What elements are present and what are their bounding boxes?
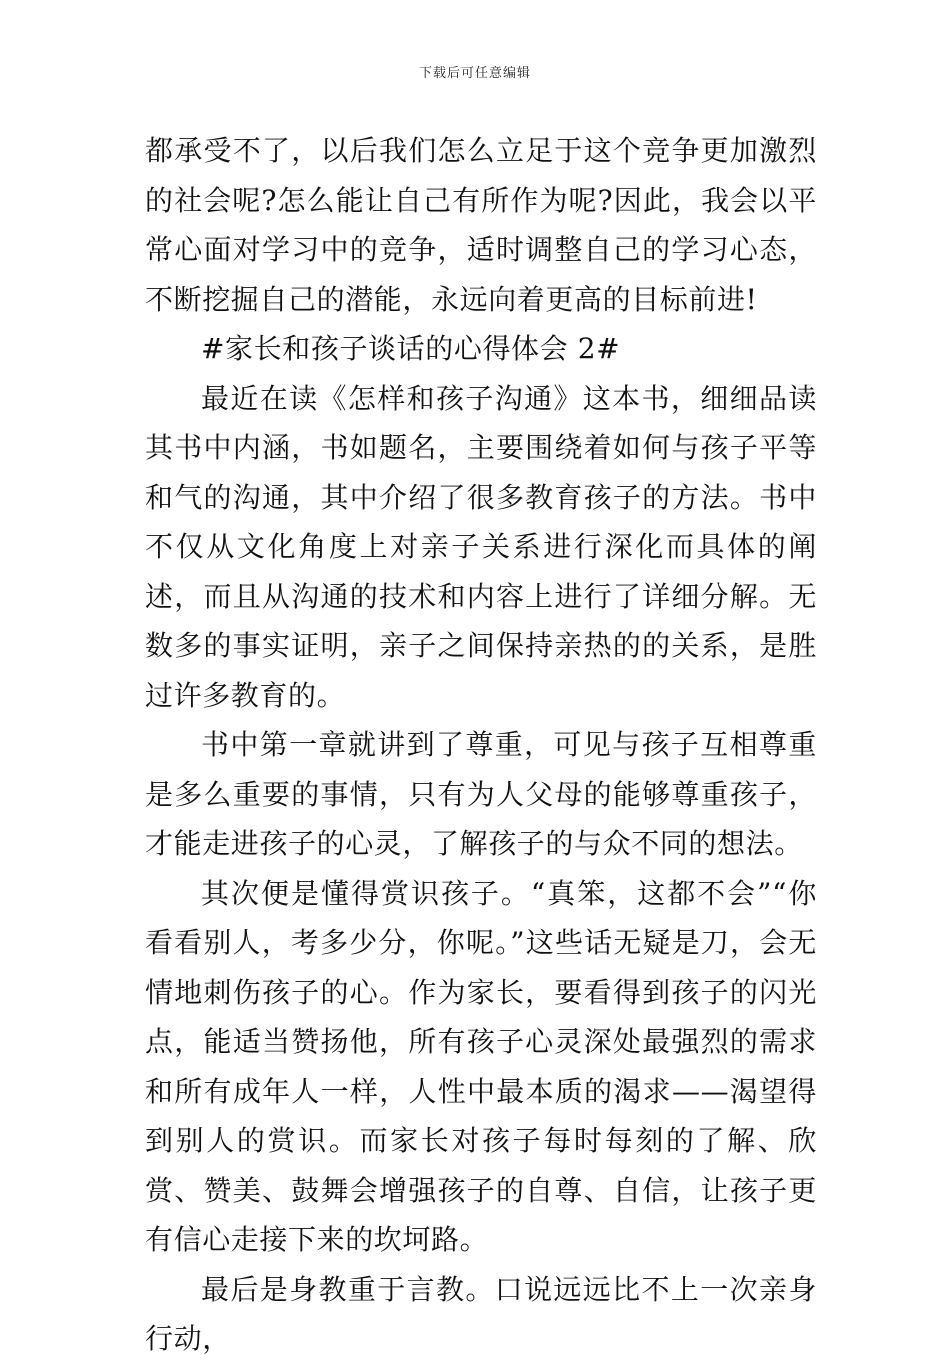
page-header: 下载后可任意编辑 [418, 66, 531, 81]
paragraph-continuation: 都承受不了，以后我们怎么立足于这个竞争更加激烈的社会呢?怎么能让自己有所作为呢?因此，我会以平常心面对学习中的竞争，适时调整自己的学习心态，不断挖掘自己的潜能，永远向着更高的目标前进! [145, 134, 817, 316]
document-body [145, 126, 817, 1364]
paragraph: 最近在读《怎样和孩子沟通》这本书，细细品读其书中内涵，书如题名，主要围绕着如何与孩子平等和气的沟通，其中介绍了很多教育孩子的方法。书中不仅从文化角度上对亲子关系进行深化而具体的阐述，而且从沟通的技术和内容上进行了详细分解。无数多的事实证明，亲子之间保持亲热的的关系，是胜过许多教育的。 [145, 381, 817, 712]
section-heading: #家长和孩子谈话的心得体会 2# [201, 332, 621, 365]
paragraph: 其次便是懂得赏识孩子。“真笨，这都不会”“你看看别人，考多少分，你呢。”这些话无疑是刀，会无情地刺伤孩子的心。作为家长，要看得到孩子的闪光点，能适当赞扬他，所有孩子心灵深处最强烈的需求和所有成年人一样，人性中最本质的渴求——渴望得到别人的赏识。而家长对孩子每时每刻的了解、欣赏、赞美、鼓舞会增强孩子的自尊、自信，让孩子更有信心走接下来的坎坷路。 [145, 876, 817, 1256]
paragraph: 书中第一章就讲到了尊重，可见与孩子互相尊重是多么重要的事情，只有为人父母的能够尊重孩子，才能走进孩子的心灵，了解孩子的与众不同的想法。 [145, 728, 817, 860]
paragraph: 最后是身教重于言教。口说远远比不上一次亲身行动， [145, 1272, 817, 1355]
